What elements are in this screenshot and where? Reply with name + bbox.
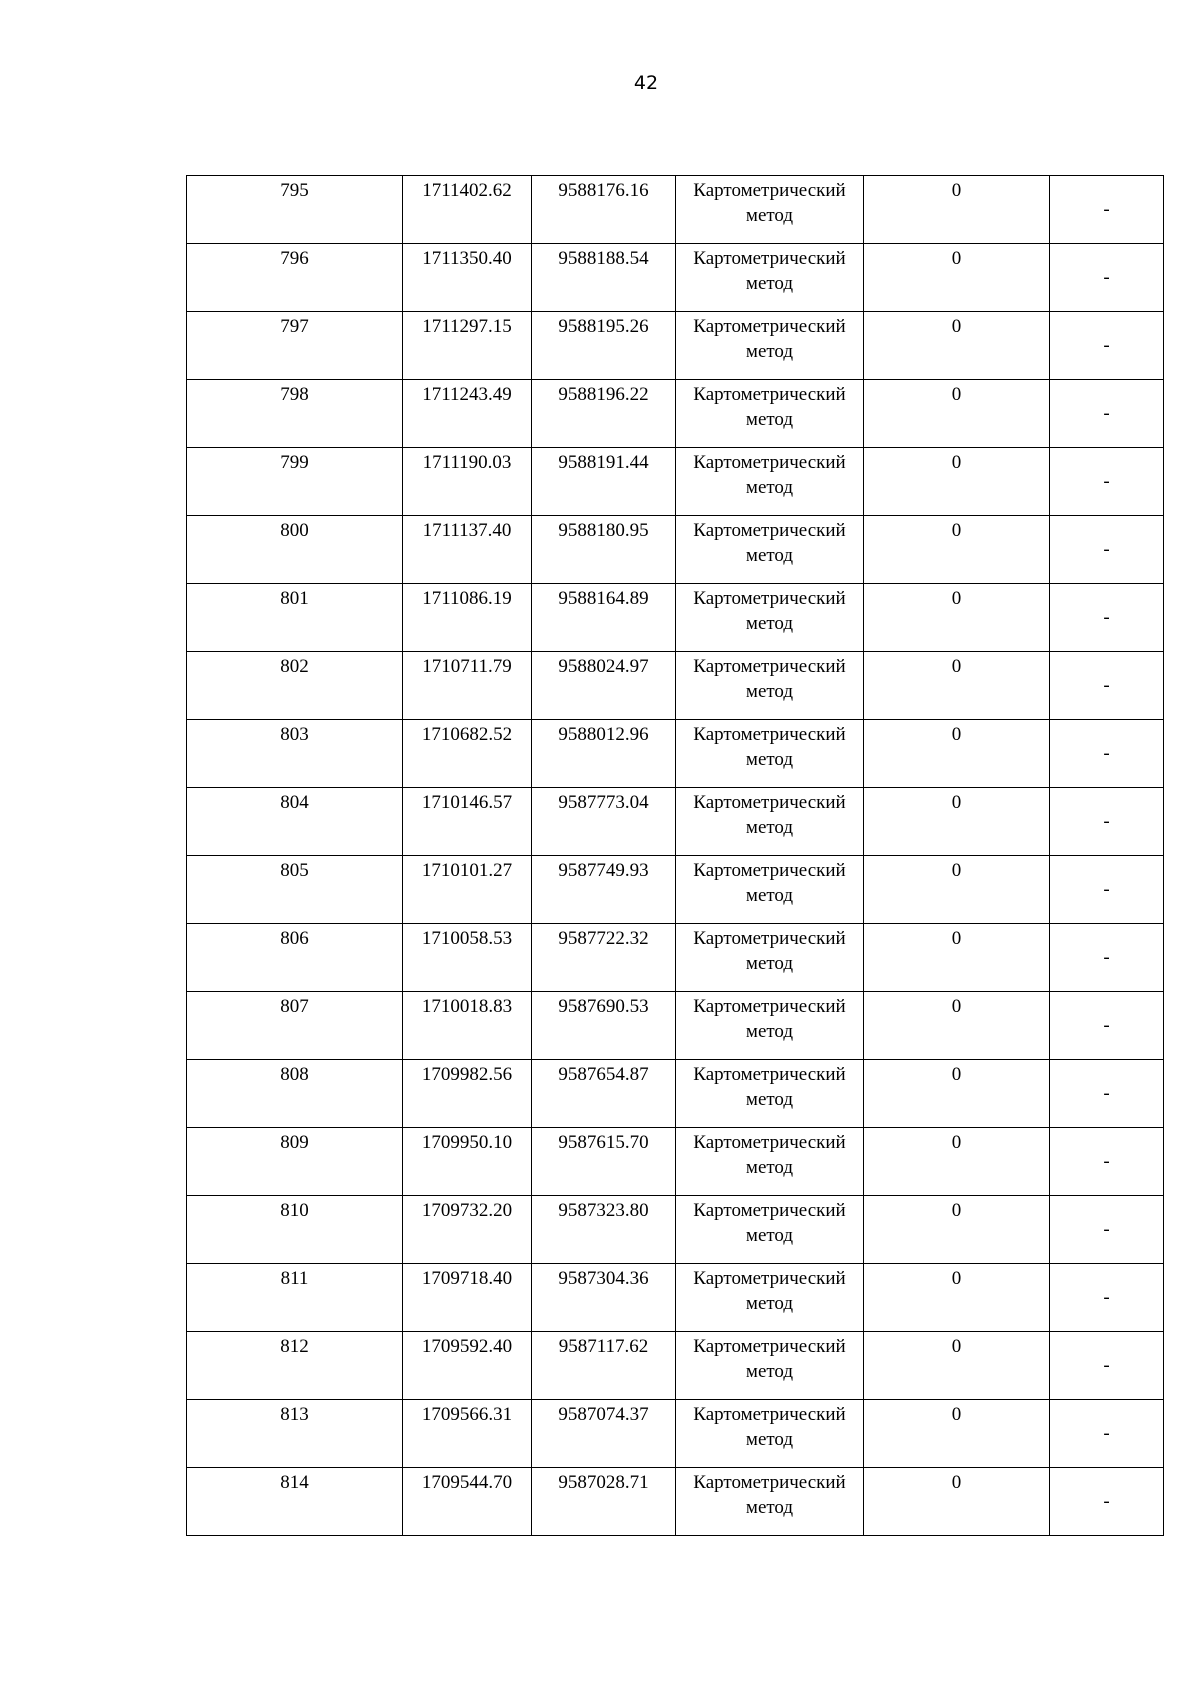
method-cell-value: Картометрический метод (693, 1268, 846, 1314)
coordinate-y-cell (532, 1128, 676, 1196)
coordinate-x-cell-value: 1711137.40 (422, 520, 512, 541)
method-cell-value: Картометрический метод (693, 1472, 846, 1518)
coordinate-x-cell (403, 652, 532, 720)
table-row (187, 992, 1164, 1060)
point-number-cell (187, 1060, 403, 1128)
point-number-cell-value: 811 (280, 1268, 309, 1289)
error-cell (864, 1468, 1050, 1536)
method-cell-value: Картометрический метод (693, 520, 846, 566)
note-cell-value: - (1103, 1287, 1110, 1308)
coordinate-x-cell-value: 1709732.20 (421, 1200, 513, 1221)
coordinate-y-cell-value: 9587323.80 (558, 1200, 649, 1221)
coordinate-x-cell (403, 176, 532, 244)
table-row (187, 1128, 1164, 1196)
note-cell-value: - (1103, 403, 1110, 424)
error-cell (864, 1332, 1050, 1400)
method-cell (676, 244, 864, 312)
note-cell-value: - (1103, 811, 1110, 832)
error-cell (864, 244, 1050, 312)
coordinate-x-cell (403, 312, 532, 380)
table-row (187, 312, 1164, 380)
error-cell (864, 924, 1050, 992)
note-cell-value: - (1103, 743, 1110, 764)
note-cell-value: - (1103, 199, 1110, 220)
coordinates-table (186, 175, 1164, 1536)
error-cell-value: 0 (951, 996, 962, 1017)
error-cell-value: 0 (951, 724, 962, 745)
error-cell (864, 380, 1050, 448)
note-cell (1050, 1128, 1164, 1196)
coordinate-y-cell (532, 312, 676, 380)
error-cell-value: 0 (951, 1200, 962, 1221)
point-number-cell (187, 1400, 403, 1468)
coordinate-y-cell-value: 9587773.04 (558, 792, 649, 813)
coordinate-x-cell-value: 1709718.40 (421, 1268, 513, 1289)
table-row (187, 1060, 1164, 1128)
method-cell-value: Картометрический метод (693, 1336, 846, 1382)
point-number-cell-value: 808 (280, 1064, 309, 1085)
note-cell-value: - (1103, 1015, 1110, 1036)
method-cell-value: Картометрический метод (693, 724, 846, 770)
coordinate-x-cell-value: 1710146.57 (421, 792, 513, 813)
note-cell (1050, 992, 1164, 1060)
coordinate-y-cell-value: 9588012.96 (558, 724, 649, 745)
point-number-cell (187, 584, 403, 652)
error-cell (864, 516, 1050, 584)
point-number-cell (187, 1196, 403, 1264)
error-cell (864, 1196, 1050, 1264)
coordinate-x-cell-value: 1709544.70 (421, 1472, 513, 1493)
error-cell (864, 448, 1050, 516)
note-cell-value: - (1103, 675, 1110, 696)
coordinate-x-cell-value: 1711402.62 (422, 180, 512, 201)
table-row (187, 652, 1164, 720)
method-cell (676, 584, 864, 652)
table-row (187, 1400, 1164, 1468)
error-cell-value: 0 (951, 1132, 962, 1153)
point-number-cell-value: 814 (280, 1472, 309, 1493)
error-cell (864, 1128, 1050, 1196)
table-row (187, 1196, 1164, 1264)
coordinate-x-cell (403, 992, 532, 1060)
coordinate-x-cell-value: 1710682.52 (421, 724, 513, 745)
point-number-cell (187, 1264, 403, 1332)
coordinate-x-cell (403, 1128, 532, 1196)
coordinate-x-cell (403, 516, 532, 584)
coordinate-x-cell (403, 380, 532, 448)
error-cell (864, 176, 1050, 244)
coordinate-y-cell-value: 9588180.95 (558, 520, 649, 541)
error-cell-value: 0 (951, 588, 962, 609)
error-cell-value: 0 (951, 656, 962, 677)
coordinate-x-cell-value: 1711086.19 (422, 588, 512, 609)
note-cell (1050, 788, 1164, 856)
coordinate-y-cell (532, 992, 676, 1060)
coordinate-y-cell-value: 9587117.62 (558, 1336, 649, 1357)
method-cell (676, 1196, 864, 1264)
error-cell-value: 0 (951, 248, 962, 269)
method-cell-value: Картометрический метод (693, 1404, 846, 1450)
error-cell (864, 1060, 1050, 1128)
point-number-cell (187, 856, 403, 924)
method-cell (676, 380, 864, 448)
error-cell-value: 0 (951, 792, 962, 813)
method-cell (676, 924, 864, 992)
coordinate-x-cell-value: 1709982.56 (421, 1064, 513, 1085)
coordinates-table-body (187, 176, 1164, 1536)
note-cell (1050, 1196, 1164, 1264)
point-number-cell (187, 788, 403, 856)
coordinate-y-cell (532, 448, 676, 516)
point-number-cell (187, 516, 403, 584)
coordinate-y-cell (532, 856, 676, 924)
point-number-cell (187, 176, 403, 244)
note-cell-value: - (1103, 947, 1110, 968)
method-cell-value: Картометрический метод (693, 1200, 846, 1246)
note-cell (1050, 720, 1164, 788)
coordinate-y-cell (532, 1264, 676, 1332)
table-row (187, 244, 1164, 312)
coordinate-x-cell-value: 1709950.10 (421, 1132, 513, 1153)
coordinate-x-cell-value: 1710101.27 (421, 860, 513, 881)
note-cell-value: - (1103, 335, 1110, 356)
error-cell (864, 1400, 1050, 1468)
note-cell (1050, 516, 1164, 584)
method-cell-value: Картометрический метод (693, 792, 846, 838)
note-cell (1050, 652, 1164, 720)
coordinate-x-cell (403, 1400, 532, 1468)
method-cell (676, 1128, 864, 1196)
coordinate-x-cell (403, 584, 532, 652)
method-cell (676, 1468, 864, 1536)
coordinate-x-cell (403, 244, 532, 312)
note-cell (1050, 1332, 1164, 1400)
error-cell-value: 0 (951, 1064, 962, 1085)
note-cell-value: - (1103, 1083, 1110, 1104)
note-cell (1050, 176, 1164, 244)
coordinate-x-cell (403, 1060, 532, 1128)
point-number-cell-value: 805 (280, 860, 309, 881)
point-number-cell-value: 803 (280, 724, 309, 745)
point-number-cell (187, 652, 403, 720)
table-row (187, 448, 1164, 516)
point-number-cell-value: 795 (280, 180, 309, 201)
method-cell (676, 1264, 864, 1332)
error-cell-value: 0 (951, 316, 962, 337)
error-cell-value: 0 (951, 860, 962, 881)
error-cell (864, 584, 1050, 652)
coordinate-y-cell-value: 9587749.93 (558, 860, 649, 881)
table-row (187, 720, 1164, 788)
coordinate-x-cell (403, 720, 532, 788)
coordinate-x-cell-value: 1710058.53 (421, 928, 513, 949)
note-cell (1050, 380, 1164, 448)
coordinate-x-cell-value: 1711243.49 (422, 384, 512, 405)
method-cell-value: Картометрический метод (693, 928, 846, 974)
point-number-cell (187, 1128, 403, 1196)
method-cell-value: Картометрический метод (693, 1132, 846, 1178)
point-number-cell-value: 799 (280, 452, 309, 473)
coordinate-x-cell-value: 1711350.40 (422, 248, 512, 269)
table-row (187, 584, 1164, 652)
point-number-cell (187, 312, 403, 380)
point-number-cell-value: 812 (280, 1336, 309, 1357)
coordinate-y-cell-value: 9588176.16 (558, 180, 649, 201)
note-cell-value: - (1103, 267, 1110, 288)
error-cell (864, 856, 1050, 924)
method-cell-value: Картометрический метод (693, 180, 846, 226)
coordinate-x-cell (403, 856, 532, 924)
point-number-cell (187, 720, 403, 788)
table-row (187, 1264, 1164, 1332)
point-number-cell-value: 813 (280, 1404, 309, 1425)
coordinate-x-cell-value: 1709566.31 (421, 1404, 513, 1425)
note-cell-value: - (1103, 471, 1110, 492)
coordinate-x-cell (403, 924, 532, 992)
method-cell-value: Картометрический метод (693, 656, 846, 702)
coordinate-y-cell-value: 9588196.22 (558, 384, 649, 405)
note-cell (1050, 1468, 1164, 1536)
method-cell (676, 652, 864, 720)
method-cell-value: Картометрический метод (693, 384, 846, 430)
point-number-cell-value: 810 (280, 1200, 309, 1221)
point-number-cell (187, 380, 403, 448)
coordinate-y-cell-value: 9587654.87 (558, 1064, 649, 1085)
point-number-cell (187, 244, 403, 312)
note-cell (1050, 1400, 1164, 1468)
error-cell-value: 0 (951, 1336, 962, 1357)
error-cell-value: 0 (951, 1472, 962, 1493)
method-cell (676, 1400, 864, 1468)
coordinate-y-cell-value: 9588195.26 (558, 316, 649, 337)
coordinate-x-cell (403, 788, 532, 856)
note-cell-value: - (1103, 607, 1110, 628)
coordinate-y-cell (532, 924, 676, 992)
coordinate-y-cell (532, 176, 676, 244)
table-row (187, 1332, 1164, 1400)
method-cell-value: Картометрический метод (693, 316, 846, 362)
coordinate-y-cell (532, 1060, 676, 1128)
coordinate-x-cell-value: 1709592.40 (421, 1336, 513, 1357)
coordinate-x-cell (403, 1264, 532, 1332)
method-cell-value: Картометрический метод (693, 860, 846, 906)
coordinate-y-cell-value: 9587028.71 (558, 1472, 649, 1493)
coordinate-y-cell (532, 1468, 676, 1536)
coordinate-y-cell-value: 9587690.53 (558, 996, 649, 1017)
coordinate-y-cell (532, 1196, 676, 1264)
coordinate-y-cell (532, 1332, 676, 1400)
method-cell-value: Картометрический метод (693, 248, 846, 294)
point-number-cell (187, 992, 403, 1060)
error-cell (864, 312, 1050, 380)
table-row (187, 856, 1164, 924)
point-number-cell-value: 798 (280, 384, 309, 405)
table-row (187, 1468, 1164, 1536)
coordinate-y-cell-value: 9588191.44 (558, 452, 649, 473)
point-number-cell-value: 797 (280, 316, 309, 337)
note-cell (1050, 448, 1164, 516)
table-row (187, 788, 1164, 856)
coordinate-x-cell-value: 1711297.15 (422, 316, 512, 337)
error-cell-value: 0 (951, 180, 962, 201)
method-cell (676, 448, 864, 516)
point-number-cell (187, 448, 403, 516)
table-row (187, 380, 1164, 448)
method-cell-value: Картометрический метод (693, 588, 846, 634)
error-cell (864, 788, 1050, 856)
table-row (187, 516, 1164, 584)
note-cell-value: - (1103, 1491, 1110, 1512)
method-cell (676, 788, 864, 856)
point-number-cell-value: 806 (280, 928, 309, 949)
method-cell (676, 516, 864, 584)
point-number-cell-value: 807 (280, 996, 309, 1017)
coordinate-y-cell-value: 9587074.37 (558, 1404, 649, 1425)
coordinate-x-cell (403, 1196, 532, 1264)
note-cell-value: - (1103, 1151, 1110, 1172)
coordinate-y-cell-value: 9587304.36 (558, 1268, 649, 1289)
coordinate-y-cell-value: 9588024.97 (558, 656, 649, 677)
method-cell (676, 720, 864, 788)
coordinate-y-cell (532, 380, 676, 448)
note-cell (1050, 1060, 1164, 1128)
coordinate-y-cell-value: 9588188.54 (558, 248, 649, 269)
coordinate-x-cell (403, 448, 532, 516)
point-number-cell-value: 796 (280, 248, 309, 269)
method-cell-value: Картометрический метод (693, 1064, 846, 1110)
coordinate-y-cell (532, 584, 676, 652)
page-number: 42 (633, 72, 659, 94)
coordinate-y-cell (532, 788, 676, 856)
coordinate-x-cell-value: 1711190.03 (422, 452, 512, 473)
coordinate-y-cell (532, 1400, 676, 1468)
coordinate-y-cell-value: 9587722.32 (558, 928, 649, 949)
error-cell (864, 1264, 1050, 1332)
point-number-cell (187, 924, 403, 992)
error-cell-value: 0 (951, 1268, 962, 1289)
method-cell (676, 1332, 864, 1400)
error-cell-value: 0 (951, 452, 962, 473)
point-number-cell-value: 809 (280, 1132, 309, 1153)
table-row (187, 176, 1164, 244)
note-cell (1050, 856, 1164, 924)
error-cell-value: 0 (951, 928, 962, 949)
coordinate-y-cell (532, 244, 676, 312)
note-cell-value: - (1103, 879, 1110, 900)
method-cell (676, 1060, 864, 1128)
note-cell-value: - (1103, 1423, 1110, 1444)
coordinate-y-cell (532, 516, 676, 584)
coordinate-y-cell-value: 9587615.70 (558, 1132, 649, 1153)
method-cell (676, 312, 864, 380)
error-cell-value: 0 (951, 1404, 962, 1425)
note-cell (1050, 312, 1164, 380)
method-cell-value: Картометрический метод (693, 452, 846, 498)
point-number-cell (187, 1468, 403, 1536)
method-cell-value: Картометрический метод (693, 996, 846, 1042)
method-cell (676, 856, 864, 924)
point-number-cell-value: 800 (280, 520, 309, 541)
coordinate-y-cell-value: 9588164.89 (558, 588, 649, 609)
note-cell (1050, 924, 1164, 992)
error-cell-value: 0 (951, 520, 962, 541)
note-cell-value: - (1103, 1355, 1110, 1376)
coordinate-x-cell (403, 1332, 532, 1400)
error-cell-value: 0 (951, 384, 962, 405)
coordinate-y-cell (532, 652, 676, 720)
note-cell-value: - (1103, 539, 1110, 560)
note-cell (1050, 584, 1164, 652)
coordinate-y-cell (532, 720, 676, 788)
method-cell (676, 992, 864, 1060)
note-cell-value: - (1103, 1219, 1110, 1240)
point-number-cell-value: 801 (280, 588, 309, 609)
note-cell (1050, 244, 1164, 312)
error-cell (864, 652, 1050, 720)
point-number-cell (187, 1332, 403, 1400)
point-number-cell-value: 802 (280, 656, 309, 677)
coordinate-x-cell (403, 1468, 532, 1536)
error-cell (864, 720, 1050, 788)
point-number-cell-value: 804 (280, 792, 309, 813)
table-row (187, 924, 1164, 992)
method-cell (676, 176, 864, 244)
note-cell (1050, 1264, 1164, 1332)
error-cell (864, 992, 1050, 1060)
coordinate-x-cell-value: 1710711.79 (422, 656, 512, 677)
coordinate-x-cell-value: 1710018.83 (421, 996, 513, 1017)
